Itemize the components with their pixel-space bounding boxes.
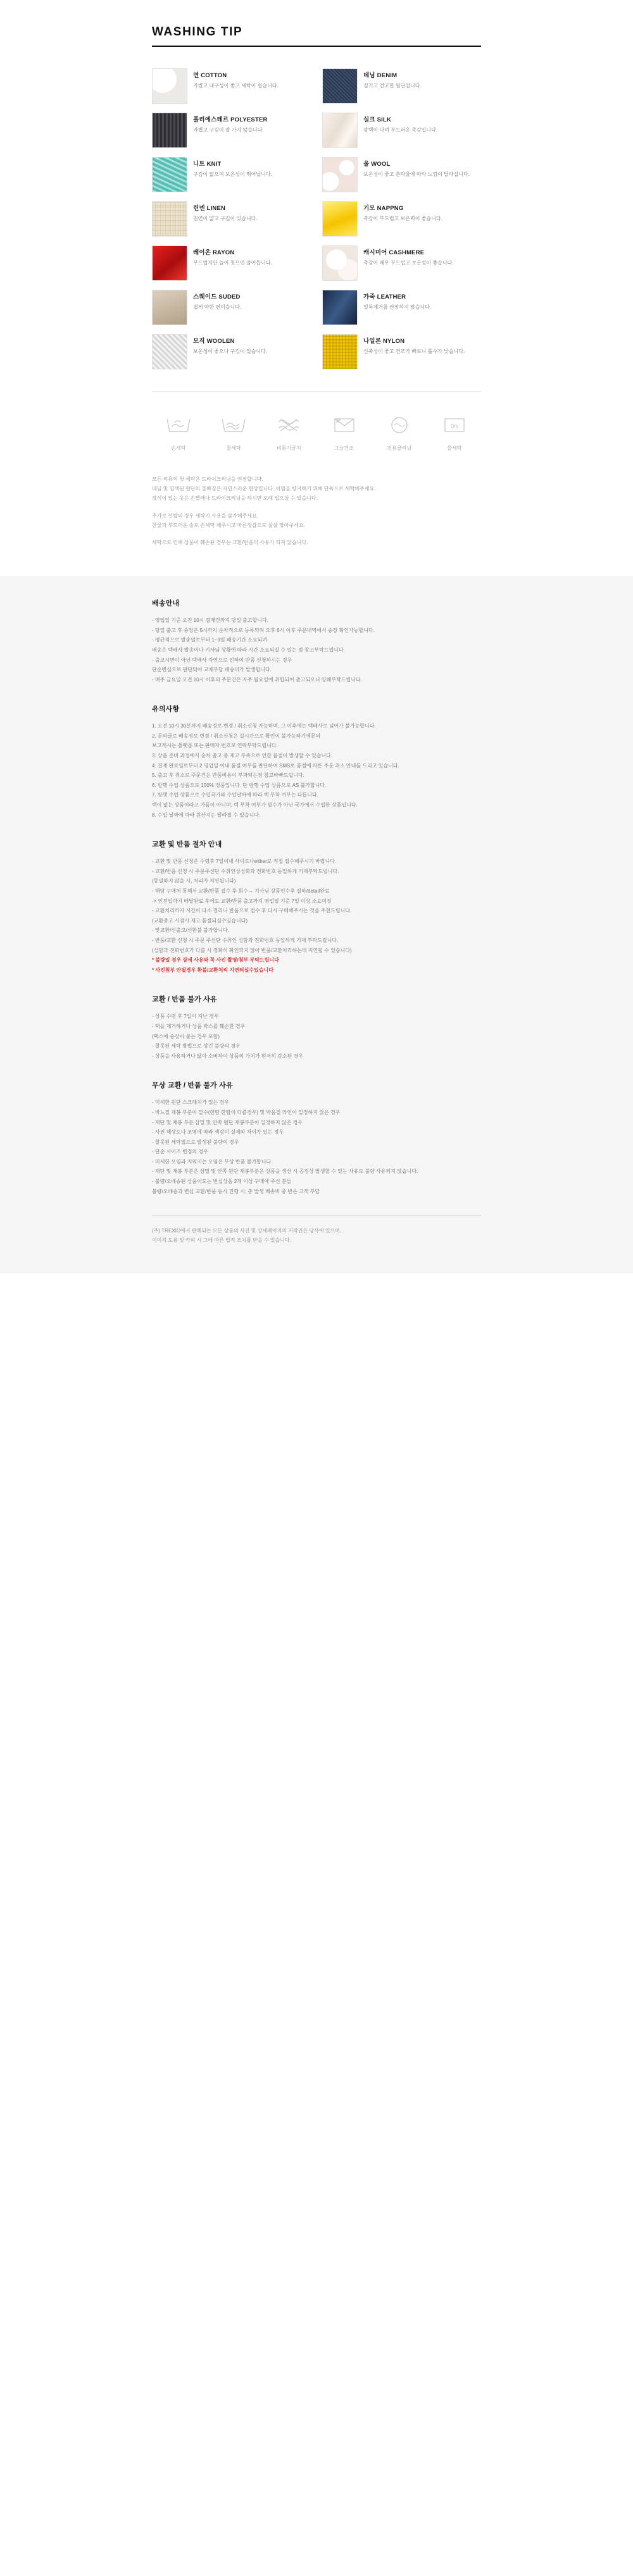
fabric-desc: 보온성이 좋고 촌탁율에 따라 느낌이 달라집니다. — [363, 171, 470, 177]
policy-line: - 재단 및 재봉 부분은 삼밀 및 안쪽 원단 재봉부분은 상품을 생산 시 공정상 발생할 수 있는 사유로 불량 사유되지 않습니다. — [152, 1168, 418, 1175]
care-symbol-label: 물세탁 — [447, 445, 462, 451]
policy-line: - 미세한 원단 스크래치가 있는 경우 — [152, 1099, 229, 1106]
policy-line: 1. 오전 10시 30분까지 배송정보 변경 / 취소신청 가능하며, 그 이후에는 택배사로 넘어가 불가능합니다. — [152, 723, 376, 729]
fabric-name: 린넨 LINEN — [193, 205, 226, 212]
policy-line: 3. 상품 준비 과정에서 순차 출고 중 재고 부족으로 인한 품절이 발생할 수 있습니다. — [152, 753, 333, 759]
footer-line: (주) TREXIO에서 판매되는 모든 상품의 사진 및 상세페이지의 저작권은 당사에 있으며, — [152, 1228, 342, 1234]
policy-line: - 출고시면이 아닌 택배사 자연으로 인하여 반품 신청하시는 경우 — [152, 657, 292, 663]
cashmere-swatch — [322, 245, 358, 281]
policy-line: - 상품 수령 후 7일이 지난 경우 — [152, 1013, 219, 1020]
fabric-item — [152, 157, 311, 192]
hand-wash-icon — [152, 411, 205, 440]
section-heading: 배송안내 — [152, 600, 180, 608]
policy-line: - 상품을 사용하거나 닳아 소비하여 상품의 가치가 현저히 감소된 경우 — [152, 1053, 304, 1059]
caution-block — [152, 703, 481, 820]
fabric-item — [322, 113, 481, 148]
policy-line: - 평균적으로 발송일로부터 1~3일 배송기간 소요되며 — [152, 637, 267, 643]
fabric-name: 폴리에스테르 POLYESTER — [193, 116, 268, 123]
section-heading: 교환 및 반품 절차 안내 — [152, 841, 222, 849]
policy-section — [0, 576, 633, 1273]
wool-swatch — [322, 157, 358, 192]
fabric-name: 데님 DENIM — [363, 72, 398, 79]
policy-line: - 교환처리까지 시간이 다소 걸리니 반품으로 접수 후 다시 구매해주시는 것을 추천드립니다. — [152, 908, 352, 914]
fabric-name: 레이온 RAYON — [193, 249, 235, 256]
policy-line: - 교환/반품 신청 시 주문주선단 수취인성성화과 전화번호 동일하게 기재부탁드립니다. — [152, 868, 339, 874]
policy-line: 7. 방행 수입 상품으로 수입국가와 수입날짜에 따라 택 부착 여부는 다릅니다. — [152, 792, 318, 798]
fabric-desc: 얼룩제거를 권장하지 않습니다. — [363, 304, 432, 310]
policy-line: - 찰못된 세탁 방법으로 상긴 불량의 경우 — [152, 1043, 241, 1050]
fabric-item — [152, 68, 311, 104]
policy-line-warning: * 사진첨부 안될경우 환불/교환처리 지연되실수있습니다 — [152, 967, 273, 973]
dry-clean-icon — [373, 411, 426, 440]
policy-line: - 미세한 오염과 지워지는 오염은 무상 반품 불가합니다 — [152, 1158, 272, 1165]
care-symbol-label: 손세탁 — [171, 445, 186, 451]
rayon-swatch — [152, 245, 187, 281]
fabric-desc: 부드럽지만 늘어 첫므면 줄어듭니다. — [193, 260, 272, 266]
note-line: 세탁으로 인해 상품이 훼손된 경우는 교환/반품의 사유가 되지 않습니다. — [152, 539, 308, 545]
section-heading: 교환 / 반품 불가 사유 — [152, 996, 217, 1004]
care-symbol-dry-in-shade — [318, 411, 371, 452]
fabric-desc: 가볍고 구김이 잘 가지 않습니다. — [193, 127, 264, 133]
no-exchange-block — [152, 994, 481, 1061]
fabric-desc: 촉감이 매우 부드럽고 보온성이 좋습니다. — [363, 260, 454, 266]
fabric-name: 캐시미어 CASHMERE — [363, 249, 425, 256]
fabric-name: 기모 NAPPNG — [363, 205, 404, 212]
cotton-swatch — [152, 68, 187, 104]
machine-wash-icon — [207, 411, 260, 440]
fabric-item — [152, 334, 311, 369]
policy-line: 배송은 택배사 발송이나 기사님 상황에 따라 시간 소요되실 수 있는 점 참고부탁드립니다. — [152, 647, 345, 653]
policy-line: -> 인전입까지 배달완료 후에도 교환/반품 출고까지 영업일 기준 7일 이상 소요여정 — [152, 898, 332, 904]
policy-line: (성함과 전화번호가 다를 시 정확히 확인되지 않아 반품/교환처리하는데 지연될 수 있습니다) — [152, 947, 352, 953]
policy-line: - 교환 및 반품 신청은 수령후 7일이내 사이트나either로 직접 접수해주시기 바랍니다. — [152, 858, 337, 865]
note-line: 모든 의류의 첫 세탁은 드라이크리닝을 권장합니다. — [152, 476, 263, 482]
fabric-item — [322, 201, 481, 237]
policy-line: (교환중고 시점시 재고 품절되실수있습니다) — [152, 917, 248, 924]
suede-swatch — [152, 290, 187, 325]
fabric-name: 니트 KNIT — [193, 161, 222, 168]
fabric-grid — [152, 68, 481, 369]
fabric-name: 가죽 LEATHER — [363, 294, 406, 300]
note-line: 장식이 있는 옷은 손빨래나 드라이크리닝을 하시면 오래 입으실 수 있습니다. — [152, 495, 318, 502]
page-title: WASHING TIP — [152, 25, 481, 47]
fabric-item — [152, 113, 311, 148]
care-symbol-label: 비틈기금지 — [277, 445, 301, 451]
fabric-item — [152, 201, 311, 237]
fabric-name: 나일론 NYLON — [363, 338, 405, 345]
silk-swatch — [322, 113, 358, 148]
product-detail-page — [0, 0, 633, 1273]
policy-line: 8. 수입 날짜에 따라 원산지는 달라질 수 있습니다. — [152, 812, 261, 818]
washing-tip-section — [0, 0, 633, 576]
policy-line: - 해당 구매처 통해서 교환/반품 접수 후 회수→ 기사님 상품인수후 집하/detail완료 — [152, 888, 330, 894]
section-heading: 무상 교환 / 반품 불가 사유 — [152, 1082, 233, 1090]
woolen-swatch — [152, 334, 187, 369]
fabric-desc: 질기고 견고한 원단입니다. — [363, 83, 422, 89]
fabric-item — [322, 157, 481, 192]
policy-line: 택이 없는 상품이라고 가품이 아니며, 택 부착 여부가 필수가 아닌 국가에서 수입한 상품입니다. — [152, 802, 358, 808]
policy-line: - 재단 및 재봉 부분 삼밀 및 안쪽 원단 재봉부분이 일정하지 않은 경우 — [152, 1119, 303, 1125]
do-not-wring-icon — [262, 411, 315, 440]
policy-line: 5. 출고 후 취소로 주문건은 반품비용이 부과되는점 참고바빠드립니다. — [152, 772, 304, 779]
policy-line: - 바느질 재봉 부분이 말수(한땀 한땀이 다를경우) 및 박음질 라인이 일정하지 않은 경우 — [152, 1109, 341, 1115]
fabric-item — [322, 245, 481, 281]
policy-line: - 당일 출고 후 송장은 5시까지 순차적으로 등록되며 오후 6시 이후 주문내역에서 송장 확인가능합니다. — [152, 627, 375, 633]
care-symbol-label: 전용클리닝 — [387, 445, 412, 451]
fabric-name: 모직 WOOLEN — [193, 338, 235, 345]
denim-swatch — [322, 68, 358, 104]
exchange-process-block — [152, 839, 481, 975]
fabric-desc: 천연이 얇고 구김이 있습니다. — [193, 216, 258, 221]
policy-line: - 단순 사이즈 변경의 경우 — [152, 1149, 208, 1155]
policy-line: (동일하지 않을 시, 처리가 지연됩니다) — [152, 878, 236, 884]
policy-line: 불량/오배송과 변심 교환/반품 동시 진행 시: 총 발생 배송비 중 반은 고객 부담 — [152, 1188, 320, 1194]
note-line: 추가로 신발의 경우 세탁기 사용을 삼가해주세요. — [152, 512, 258, 519]
policy-line: - 사진 해상도나 조명에 따라 색감이 실제와 차이가 있는 경우 — [152, 1129, 284, 1136]
copyright-footer — [152, 1215, 481, 1245]
tumble-dry-icon — [428, 411, 481, 440]
fabric-desc: 보온성이 좋으나 구김이 있습니다. — [193, 349, 268, 354]
care-symbol-row — [152, 392, 481, 458]
care-symbol-do-not-wring — [262, 411, 315, 452]
policy-line: (택스에 송장이 붙는 경우 포함) — [152, 1033, 220, 1039]
policy-line: - 맞교환/선출고/선환불 불가합니다. — [152, 927, 229, 934]
care-symbol-machine-wash — [207, 411, 260, 452]
footer-line: 이미지 도용 및 카피 시 그에 따른 법적 조치를 받을 수 있습니다. — [152, 1237, 291, 1244]
policy-line: 6. 방행 수입 상품으로 100% 정품입니다. 단 방행 수입 상품으로 AS 불가합니다. — [152, 782, 327, 788]
spacer — [152, 504, 481, 511]
policy-line: - 반품/교환 신청 시 주문 주선단 수취인 성함과 전화번호 동일하게 기재 부탁드립니다. — [152, 937, 339, 943]
policy-line: - 찰못된 세탁법으로 발생된 불량의 경우 — [152, 1139, 239, 1145]
note-line: 찬물과 부드러운 솔로 손세탁 해주시고 마른장갑으로 살살 닦아주세요. — [152, 522, 305, 528]
fabric-desc: 촉감이 부드럽고 보온력이 좋습니다. — [363, 216, 442, 221]
note-line: 데님 및 염색된 원단의 물빠짐은 자연스러운 현상입니다. 이염을 방지하기 위해 단독으로 세탁해주세요. — [152, 486, 376, 492]
fabric-name: 실크 SILK — [363, 116, 392, 123]
fabric-name: 울 WOOL — [363, 161, 391, 168]
care-symbol-label: 그늘건조 — [334, 445, 354, 451]
policy-line: 단순변심으로 판단되어 교체부담 배송비가 발생합니다. — [152, 667, 272, 673]
napping-swatch — [322, 201, 358, 237]
care-symbol-tumble-dry — [428, 411, 481, 452]
svg-text:Dry: Dry — [450, 423, 459, 429]
polyester-swatch — [152, 113, 187, 148]
fabric-name: 스웨이드 SUDED — [193, 294, 241, 300]
policy-line-warning: * 불량일 경우 상세 사유와 꼭 사진 촬영/첨부 부탁드립니다 — [152, 957, 279, 963]
policy-line: 4. 결제 완료일로부터 2 영업일 이내 품절 여부를 판단하여 SMS로 품절에 따른 주문 취소 안내를 드리고 있습니다. — [152, 762, 399, 769]
dry-in-shade-icon — [318, 411, 371, 440]
fabric-item — [152, 290, 311, 325]
leather-swatch — [322, 290, 358, 325]
knit-swatch — [152, 157, 187, 192]
care-symbol-label: 물세탁 — [226, 445, 241, 451]
fabric-desc: 쉽게 약한 편이습니다. — [193, 304, 242, 310]
policy-line: 2. 문의글로 배송정보 변경 / 취소신청은 실시간으로 확인이 불가능하기에문의 — [152, 733, 321, 739]
fabric-name: 면 COTTON — [193, 72, 227, 79]
fabric-desc: 신축성이 좋고 견조가 빠르니 톱수가 낮습니다. — [363, 349, 465, 354]
fabric-item — [152, 245, 311, 281]
shipping-block — [152, 598, 481, 684]
fabric-item — [322, 68, 481, 104]
washing-notes — [152, 474, 481, 576]
policy-line: - 불량/오배송된 상품이도는 번십상품 2개 이상 구매에 주신 분들 — [152, 1179, 292, 1185]
fabric-item — [322, 334, 481, 369]
policy-line: - 택을 제거하거나 상품 박스를 훼손한 경우 — [152, 1023, 246, 1029]
policy-line: - 매주 금요일 오전 10시 이후의 주문건은 자주 월요일에 취합되어 출고되오니 양해부탁드립니다. — [152, 676, 362, 683]
spacer — [152, 530, 481, 538]
care-symbol-hand-wash — [152, 411, 205, 452]
fabric-desc: 광택이 나며 부드러운 촉감입니다. — [363, 127, 438, 133]
fabric-item — [322, 290, 481, 325]
policy-line: 보고계시는 플랫폼 또는 판매자 번호로 연락부탁드립니다. — [152, 743, 278, 749]
care-symbol-dry-clean — [373, 411, 426, 452]
fabric-desc: 가볍고 내구성이 좋고 세탁이 쉽습니다. — [193, 83, 279, 89]
free-exchange-block — [152, 1080, 481, 1196]
fabric-desc: 구김이 없으며 보온성이 뛰어납니다. — [193, 171, 272, 177]
nylon-swatch — [322, 334, 358, 369]
linen-swatch — [152, 201, 187, 237]
section-heading: 유의사항 — [152, 705, 180, 714]
policy-line: - 영업일 기준 오전 10시 결제건까지 당일 출고합니다. — [152, 617, 268, 624]
